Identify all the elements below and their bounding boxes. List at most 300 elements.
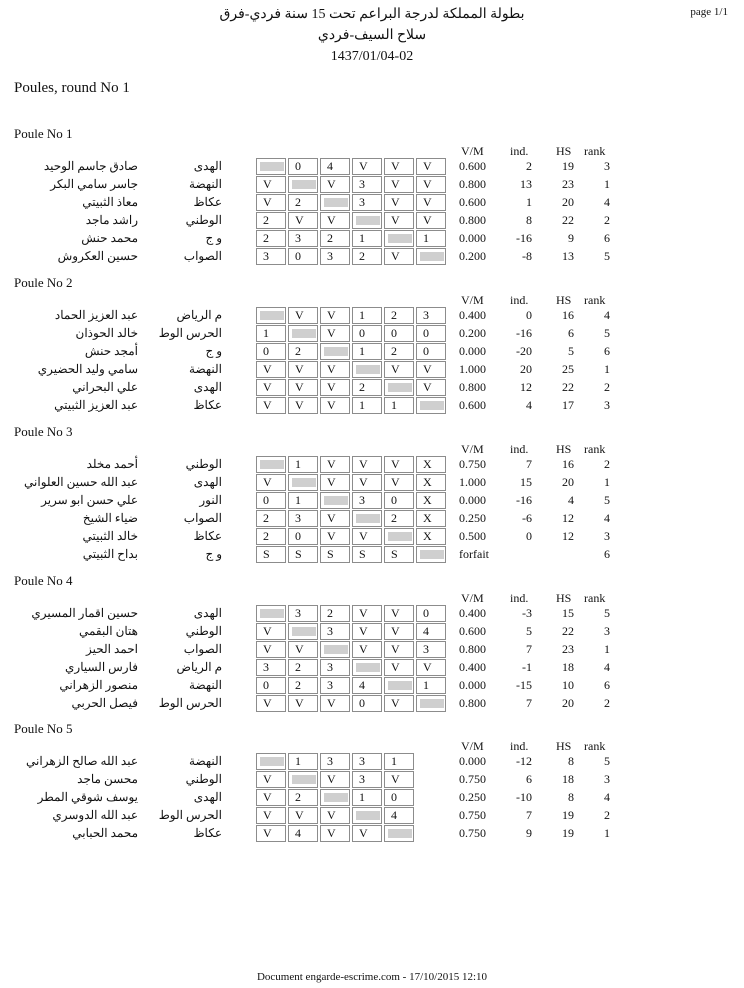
bout-cell: V <box>352 605 382 622</box>
bout-cell: 2 <box>384 307 414 324</box>
bout-cell: 2 <box>352 248 382 265</box>
bout-cell: V <box>256 176 286 193</box>
fencer-row <box>0 158 744 176</box>
bout-cell: V <box>288 379 318 396</box>
bout-cell: V <box>256 194 286 211</box>
bout-cell: 2 <box>352 379 382 396</box>
fencer-rank: 3 <box>604 398 610 412</box>
fencer-hs: 4 <box>568 493 574 507</box>
bout-cell: V <box>416 361 446 378</box>
bout-cell-self <box>384 825 414 842</box>
fencer-vm: 0.800 <box>459 696 486 710</box>
fencer-hs: 20 <box>562 475 574 489</box>
bout-cell: 1 <box>352 789 382 806</box>
fencer-club: الهدى <box>193 380 222 394</box>
page-title: بطولة المملكة لدرجة البراعم تحت 15 سنة فردي-فرق <box>219 7 525 22</box>
fencer-row <box>0 212 744 230</box>
bout-cell: 3 <box>256 659 286 676</box>
col-header-rank: rank <box>584 591 606 605</box>
bout-cell: V <box>288 212 318 229</box>
fencer-club: الحرس الوط <box>158 696 222 710</box>
fencer-ind: 8 <box>526 213 532 227</box>
bout-cell-self <box>416 248 446 265</box>
fencer-club: النور <box>199 493 222 507</box>
fencer-hs: 12 <box>562 529 574 543</box>
fencer-name: أحمد مخلد <box>86 457 138 471</box>
fencer-name: حسين العكروش <box>57 249 138 263</box>
bout-cell: V <box>320 361 350 378</box>
bout-cell: X <box>416 528 446 545</box>
fencer-ind: 0 <box>526 529 532 543</box>
bout-cell: 0 <box>288 528 318 545</box>
fencer-row <box>0 771 744 789</box>
fencer-vm: 0.800 <box>459 213 486 227</box>
fencer-name: احمد الحيز <box>86 642 138 656</box>
bout-cell-self <box>384 230 414 247</box>
bout-cell: 0 <box>384 789 414 806</box>
fencer-hs: 9 <box>568 231 574 245</box>
bout-cell-self <box>384 528 414 545</box>
fencer-rank: 2 <box>604 696 610 710</box>
fencer-name: محمد الحبابي <box>72 826 138 840</box>
bout-cell: V <box>256 379 286 396</box>
bout-cell: V <box>384 605 414 622</box>
fencer-ind: 7 <box>526 808 532 822</box>
bout-cell: 3 <box>352 176 382 193</box>
bout-cell: 1 <box>256 325 286 342</box>
fencer-rank: 5 <box>604 326 610 340</box>
bout-cell: 1 <box>352 343 382 360</box>
fencer-ind: -15 <box>516 678 532 692</box>
fencer-club: الحرس الوط <box>158 808 222 822</box>
bout-cell: V <box>384 659 414 676</box>
fencer-row <box>0 677 744 695</box>
bout-cell: 2 <box>320 230 350 247</box>
bout-cell-self <box>320 343 350 360</box>
page-subtitle: سلاح السيف-فردي <box>317 28 427 43</box>
fencer-name: صادق جاسم الوحيد <box>43 159 138 173</box>
bout-cell: 3 <box>352 194 382 211</box>
fencer-hs: 18 <box>562 772 574 786</box>
bout-cell: V <box>256 397 286 414</box>
bout-cell: V <box>256 807 286 824</box>
fencer-vm: 0.250 <box>459 511 486 525</box>
fencer-row <box>0 456 744 474</box>
bout-cell: V <box>288 361 318 378</box>
fencer-club: الهدى <box>193 159 222 173</box>
fencer-hs: 19 <box>562 826 574 840</box>
fencer-rank: 2 <box>604 380 610 394</box>
bout-cell: 2 <box>256 510 286 527</box>
fencer-vm: forfait <box>459 547 489 561</box>
bout-cell: 0 <box>416 325 446 342</box>
fencer-rank: 1 <box>604 475 610 489</box>
bout-cell: V <box>320 176 350 193</box>
fencer-hs: 17 <box>562 398 574 412</box>
bout-cell-self <box>256 753 286 770</box>
self-bout-shade <box>324 198 348 207</box>
fencer-club: النهضة <box>189 678 222 692</box>
fencer-name: محمد حنش <box>81 231 138 245</box>
bout-cell: V <box>352 474 382 491</box>
fencer-name: عبد الله حسين العلواني <box>24 475 138 489</box>
fencer-row <box>0 397 744 415</box>
bout-cell: V <box>416 176 446 193</box>
fencer-row <box>0 605 744 623</box>
bout-cell: V <box>256 789 286 806</box>
fencer-ind: 6 <box>526 772 532 786</box>
self-bout-shade <box>420 252 444 261</box>
bout-cell: V <box>416 659 446 676</box>
bout-cell: X <box>416 492 446 509</box>
bout-cell: V <box>384 771 414 788</box>
bout-cell: 1 <box>288 456 318 473</box>
self-bout-shade <box>260 609 284 618</box>
bout-cell: V <box>320 379 350 396</box>
col-header-vm: V/M <box>461 591 484 605</box>
self-bout-shade <box>420 401 444 410</box>
col-header-vm: V/M <box>461 293 484 307</box>
bout-cell: 3 <box>320 248 350 265</box>
fencer-name: خالد الحوذان <box>75 326 138 340</box>
bout-cell: 2 <box>256 528 286 545</box>
bout-cell: 0 <box>384 325 414 342</box>
bout-cell: V <box>384 176 414 193</box>
self-bout-shade <box>260 757 284 766</box>
fencer-hs: 19 <box>562 808 574 822</box>
bout-cell: 0 <box>352 325 382 342</box>
self-bout-shade <box>260 162 284 171</box>
fencer-vm: 0.000 <box>459 231 486 245</box>
bout-cell: S <box>352 546 382 563</box>
fencer-ind: -16 <box>516 326 532 340</box>
bout-cell-self <box>352 212 382 229</box>
self-bout-shade <box>356 365 380 374</box>
page-date: 1437/01/04-02 <box>330 49 414 64</box>
fencer-hs: 8 <box>568 754 574 768</box>
fencer-club: عكاظ <box>193 195 222 209</box>
self-bout-shade <box>292 775 316 784</box>
fencer-ind: 2 <box>526 159 532 173</box>
fencer-club: النهضة <box>189 754 222 768</box>
fencer-rank: 2 <box>604 808 610 822</box>
col-header-ind: ind. <box>510 739 529 753</box>
fencer-vm: 0.000 <box>459 344 486 358</box>
bout-cell: V <box>352 641 382 658</box>
poule-1 <box>0 126 744 274</box>
bout-cell: V <box>320 528 350 545</box>
bout-cell-self <box>320 194 350 211</box>
self-bout-shade <box>420 699 444 708</box>
fencer-club: و ج <box>205 344 222 358</box>
bout-cell: 2 <box>288 677 318 694</box>
fencer-rank: 2 <box>604 213 610 227</box>
fencer-hs: 5 <box>568 344 574 358</box>
fencer-rank: 6 <box>604 678 610 692</box>
page-number: page 1/1 <box>690 6 728 18</box>
fencer-ind: 0 <box>526 308 532 322</box>
col-header-hs: HS <box>556 739 572 753</box>
self-bout-shade <box>324 793 348 802</box>
bout-cell: V <box>416 194 446 211</box>
bout-cell-self <box>256 605 286 622</box>
fencer-ind: 15 <box>520 475 532 489</box>
bout-cell: 4 <box>352 677 382 694</box>
fencer-club: م الرياض <box>176 660 222 674</box>
fencer-hs: 22 <box>562 624 574 638</box>
poule-2 <box>0 275 744 423</box>
fencer-ind: 7 <box>526 642 532 656</box>
fencer-vm: 0.200 <box>459 326 486 340</box>
bout-cell-self <box>288 325 318 342</box>
fencer-vm: 1.000 <box>459 362 486 376</box>
fencer-hs: 16 <box>562 308 574 322</box>
fencer-hs: 20 <box>562 195 574 209</box>
fencer-club: الوطني <box>185 772 222 786</box>
bout-cell: V <box>384 248 414 265</box>
self-bout-shade <box>388 681 412 690</box>
bout-cell-self <box>352 510 382 527</box>
fencer-vm: 0.750 <box>459 826 486 840</box>
bout-cell: 1 <box>416 677 446 694</box>
bout-cell: V <box>352 528 382 545</box>
bout-cell: 2 <box>288 789 318 806</box>
fencer-rank: 2 <box>604 457 610 471</box>
bout-cell: V <box>352 825 382 842</box>
fencer-club: الصواب <box>183 642 222 656</box>
bout-cell: V <box>384 641 414 658</box>
fencer-row <box>0 789 744 807</box>
fencer-vm: 0.200 <box>459 249 486 263</box>
bout-cell: V <box>288 807 318 824</box>
poule-4 <box>0 573 744 721</box>
bout-cell: V <box>320 825 350 842</box>
bout-cell: 0 <box>288 158 318 175</box>
col-header-hs: HS <box>556 144 572 158</box>
fencer-ind: 4 <box>526 398 532 412</box>
col-header-hs: HS <box>556 442 572 456</box>
fencer-vm: 0.400 <box>459 660 486 674</box>
bout-cell: 4 <box>384 807 414 824</box>
self-bout-shade <box>356 811 380 820</box>
round-title: Poules, round No 1 <box>14 80 130 96</box>
fencer-name: معاذ الثبيتي <box>82 195 138 209</box>
bout-cell-self <box>288 176 318 193</box>
self-bout-shade <box>292 478 316 487</box>
poule-3 <box>0 424 744 572</box>
bout-cell: 2 <box>288 194 318 211</box>
fencer-club: م الرياض <box>176 308 222 322</box>
fencer-name: محسن ماجد <box>77 772 138 786</box>
fencer-row <box>0 379 744 397</box>
bout-cell: V <box>288 695 318 712</box>
bout-cell-self <box>352 659 382 676</box>
fencer-vm: 0.400 <box>459 606 486 620</box>
bout-cell: V <box>352 158 382 175</box>
fencer-rank: 6 <box>604 547 610 561</box>
fencer-ind: -10 <box>516 790 532 804</box>
fencer-vm: 1.000 <box>459 475 486 489</box>
bout-cell: V <box>384 212 414 229</box>
bout-cell: V <box>320 397 350 414</box>
col-header-rank: rank <box>584 144 606 158</box>
fencer-name: عبد العزيز الحماد <box>54 308 138 322</box>
fencer-rank: 3 <box>604 624 610 638</box>
bout-cell: 3 <box>320 753 350 770</box>
fencer-club: الهدى <box>193 475 222 489</box>
bout-cell: V <box>416 212 446 229</box>
bout-cell: V <box>320 212 350 229</box>
fencer-row <box>0 474 744 492</box>
fencer-name: منصور الزهراني <box>59 678 138 692</box>
bout-cell: V <box>352 623 382 640</box>
fencer-name: فيصل الحربي <box>71 696 138 710</box>
bout-cell: V <box>320 510 350 527</box>
fencer-name: عبد الله الدوسري <box>52 808 138 822</box>
bout-cell-self <box>416 695 446 712</box>
self-bout-shade <box>260 311 284 320</box>
fencer-club: عكاظ <box>193 826 222 840</box>
bout-cell: X <box>416 474 446 491</box>
fencer-rank: 4 <box>604 195 610 209</box>
bout-cell: 2 <box>384 343 414 360</box>
fencer-rank: 5 <box>604 606 610 620</box>
fencer-row <box>0 230 744 248</box>
fencer-row <box>0 343 744 361</box>
bout-cell: V <box>256 623 286 640</box>
col-header-rank: rank <box>584 293 606 307</box>
col-header-hs: HS <box>556 591 572 605</box>
fencer-name: راشد ماجد <box>85 213 138 227</box>
fencer-ind: -16 <box>516 231 532 245</box>
fencer-vm: 0.000 <box>459 493 486 507</box>
fencer-rank: 6 <box>604 344 610 358</box>
bout-cell: 1 <box>384 397 414 414</box>
bout-cell: 0 <box>416 343 446 360</box>
bout-cell: 4 <box>416 623 446 640</box>
fencer-hs: 10 <box>562 678 574 692</box>
poule-title: Poule No 3 <box>14 424 73 439</box>
bout-cell: V <box>256 361 286 378</box>
bout-cell: 0 <box>352 695 382 712</box>
self-bout-shade <box>292 180 316 189</box>
bout-cell: 0 <box>384 492 414 509</box>
fencer-club: الهدى <box>193 606 222 620</box>
fencer-rank: 5 <box>604 754 610 768</box>
fencer-vm: 0.250 <box>459 790 486 804</box>
fencer-vm: 0.800 <box>459 177 486 191</box>
fencer-ind: -12 <box>516 754 532 768</box>
self-bout-shade <box>388 829 412 838</box>
bout-cell: 0 <box>256 343 286 360</box>
bout-cell: 3 <box>416 641 446 658</box>
fencer-vm: 0.750 <box>459 772 486 786</box>
fencer-rank: 3 <box>604 159 610 173</box>
bout-cell: 1 <box>288 492 318 509</box>
bout-cell: V <box>288 307 318 324</box>
col-header-ind: ind. <box>510 293 529 307</box>
fencer-name: خالد الثبيتي <box>82 529 138 543</box>
bout-cell: 1 <box>352 397 382 414</box>
bout-cell: V <box>384 456 414 473</box>
bout-cell: V <box>320 307 350 324</box>
bout-cell: 3 <box>320 677 350 694</box>
fencer-ind: 7 <box>526 457 532 471</box>
fencer-ind: -20 <box>516 344 532 358</box>
fencer-vm: 0.600 <box>459 624 486 638</box>
fencer-rank: 1 <box>604 362 610 376</box>
self-bout-shade <box>292 627 316 636</box>
fencer-hs: 15 <box>562 606 574 620</box>
fencer-hs: 22 <box>562 213 574 227</box>
fencer-ind: -1 <box>522 660 532 674</box>
bout-cell: 1 <box>288 753 318 770</box>
bout-cell: 2 <box>288 659 318 676</box>
fencer-rank: 1 <box>604 177 610 191</box>
bout-cell: 1 <box>352 230 382 247</box>
fencer-hs: 12 <box>562 511 574 525</box>
fencer-hs: 19 <box>562 159 574 173</box>
bout-cell: V <box>256 825 286 842</box>
bout-cell: 2 <box>256 230 286 247</box>
bout-cell: 3 <box>320 659 350 676</box>
bout-cell-self <box>256 456 286 473</box>
fencer-vm: 0.400 <box>459 308 486 322</box>
bout-cell: V <box>384 623 414 640</box>
bout-cell: 3 <box>352 771 382 788</box>
self-bout-shade <box>324 496 348 505</box>
fencer-name: حسين اقمار المسيري <box>31 606 138 620</box>
fencer-club: الحرس الوط <box>158 326 222 340</box>
poule-title: Poule No 1 <box>14 126 73 141</box>
fencer-row <box>0 510 744 528</box>
bout-cell: V <box>320 695 350 712</box>
fencer-name: عبد العزيز الثبيتي <box>54 398 138 412</box>
bout-cell: 1 <box>416 230 446 247</box>
bout-cell: V <box>384 474 414 491</box>
bout-cell-self <box>352 361 382 378</box>
fencer-row <box>0 825 744 843</box>
fencer-row <box>0 176 744 194</box>
fencer-row <box>0 528 744 546</box>
footer: Document engarde-escrime.com - 17/10/2015 12:10 <box>256 971 488 983</box>
col-header-hs: HS <box>556 293 572 307</box>
bout-cell: 3 <box>256 248 286 265</box>
fencer-club: الوطني <box>185 213 222 227</box>
fencer-club: عكاظ <box>193 529 222 543</box>
fencer-club: عكاظ <box>193 398 222 412</box>
bout-cell: 3 <box>416 307 446 324</box>
fencer-ind: -16 <box>516 493 532 507</box>
fencer-name: بداح الثبيتي <box>82 547 138 561</box>
fencer-name: علي حسن ابو سرير <box>41 493 138 507</box>
bout-cell: 3 <box>288 230 318 247</box>
bout-cell: V <box>384 194 414 211</box>
fencer-club: الصواب <box>183 511 222 525</box>
bout-cell: 0 <box>256 677 286 694</box>
fencer-rank: 5 <box>604 249 610 263</box>
bout-cell: V <box>256 641 286 658</box>
fencer-row <box>0 753 744 771</box>
col-header-ind: ind. <box>510 144 529 158</box>
bout-cell: X <box>416 456 446 473</box>
fencer-name: هتان البقمي <box>78 624 138 638</box>
self-bout-shade <box>388 532 412 541</box>
bout-cell: V <box>320 325 350 342</box>
self-bout-shade <box>356 514 380 523</box>
fencer-ind: -8 <box>522 249 532 263</box>
bout-cell: V <box>384 695 414 712</box>
